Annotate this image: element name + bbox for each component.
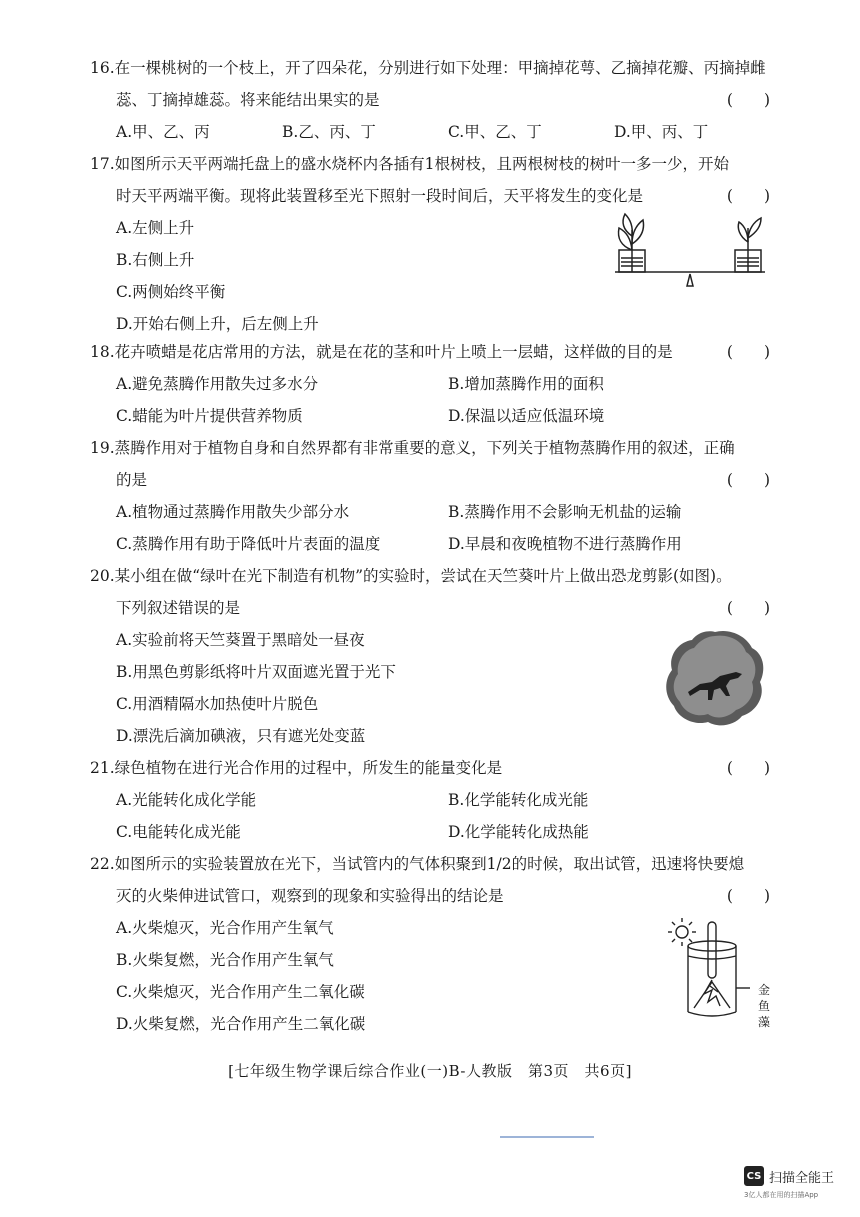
options-row xyxy=(90,368,780,400)
question-text-line xyxy=(90,880,780,912)
options-row xyxy=(90,784,780,816)
option-b: B.化学能转化成光能 xyxy=(448,791,589,809)
options-row xyxy=(90,496,780,528)
option-c: C.两侧始终平衡 xyxy=(116,283,226,301)
question-text-line: 20.某小组在做“绿叶在光下制造有机物”的实验时，尝试在天竺葵叶片上做出恐龙剪影(如图)。 xyxy=(90,567,732,585)
question-text-line xyxy=(90,752,780,784)
answer-blank: ( ) xyxy=(726,471,770,489)
question-text-line xyxy=(90,592,780,624)
sun-icon xyxy=(668,918,696,946)
answer-blank: ( ) xyxy=(726,343,770,361)
question-18 xyxy=(90,336,780,432)
options-row xyxy=(90,816,780,848)
question-text-line xyxy=(90,84,780,116)
question-text-line: 22.如图所示的实验装置放在光下，当试管内的气体积聚到1/2的时候，取出试管，迅速将快要熄 xyxy=(90,855,745,873)
question-text: 18.花卉喷蜡是花店常用的方法，就是在花的茎和叶片上喷上一层蜡，这样做的目的是 xyxy=(90,343,673,361)
question-text: 下列叙述错误的是 xyxy=(116,599,241,617)
option-b: B.增加蒸腾作用的面积 xyxy=(448,375,604,393)
option-b: B.火柴复燃，光合作用产生氧气 xyxy=(116,951,334,969)
option-a: A.火柴熄灭，光合作用产生氧气 xyxy=(116,919,334,937)
option-a: A.实验前将天竺葵置于黑暗处一昼夜 xyxy=(116,631,365,649)
option-d: D.火柴复燃，光合作用产生二氧化碳 xyxy=(116,1015,366,1033)
option-a: A.左侧上升 xyxy=(116,219,195,237)
question-text: 时天平两端平衡。现将此装置移至光下照射一段时间后，天平将发生的变化是 xyxy=(116,187,644,205)
option-c: C.电能转化成光能 xyxy=(116,823,241,841)
option-a: A.甲、乙、丙 xyxy=(116,123,210,141)
option-c: C.火柴熄灭，光合作用产生二氧化碳 xyxy=(116,983,365,1001)
question-text: 21.绿色植物在进行光合作用的过程中，所发生的能量变化是 xyxy=(90,759,503,777)
question-text-line xyxy=(90,336,780,368)
option-c: C.蒸腾作用有助于降低叶片表面的温度 xyxy=(116,535,381,553)
page-footer: [七年级生物学课后综合作业(一)B-人教版 第3页 共6页] xyxy=(228,1062,632,1080)
question-text: 的是 xyxy=(116,471,148,489)
question-text-line: 16.在一棵桃树的一个枝上，开了四朵花，分别进行如下处理：甲摘掉花萼、乙摘掉花瓣、丙摘掉雌 xyxy=(90,59,766,77)
question-text: 灭的火柴伸进试管口，观察到的现象和实验得出的结论是 xyxy=(116,887,504,905)
question-text-line xyxy=(90,180,780,212)
option-d: D.开始右侧上升，后左侧上升 xyxy=(116,315,319,333)
option-d: D.漂洗后滴加碘液，只有遮光处变蓝 xyxy=(116,727,366,745)
option-d: D.甲、丙、丁 xyxy=(614,123,709,141)
answer-blank: ( ) xyxy=(726,759,770,777)
option-c: C.用酒精隔水加热使叶片脱色 xyxy=(116,695,319,713)
cs-logo-icon: CS xyxy=(744,1166,764,1186)
leaf-dinosaur-figure xyxy=(660,626,770,730)
option-a: A.植物通过蒸腾作用散失少部分水 xyxy=(116,503,350,521)
option-b: B.蒸腾作用不会影响无机盐的运输 xyxy=(448,503,682,521)
question-text: 蕊、丁摘掉雄蕊。将来能结出果实的是 xyxy=(116,91,380,109)
option-d: D.化学能转化成热能 xyxy=(448,823,589,841)
question-text-line: 19.蒸腾作用对于植物自身和自然界都有非常重要的意义，下列关于植物蒸腾作用的叙述，正确 xyxy=(90,439,735,457)
answer-blank: ( ) xyxy=(726,599,770,617)
figure-label-goldfish-algae: 金 鱼 藻 xyxy=(758,983,771,1029)
watermark-name: 扫描全能王 xyxy=(769,1170,835,1186)
option-c: C.蜡能为叶片提供营养物质 xyxy=(116,407,303,425)
option-b: B.用黑色剪影纸将叶片双面遮光置于光下 xyxy=(116,663,396,681)
option-d: D.早晨和夜晚植物不进行蒸腾作用 xyxy=(448,535,682,553)
answer-blank: ( ) xyxy=(726,187,770,205)
option-a: A.避免蒸腾作用散失过多水分 xyxy=(116,375,319,393)
option-c: C.甲、乙、丁 xyxy=(448,123,542,141)
options-row xyxy=(90,400,780,432)
answer-blank: ( ) xyxy=(726,887,770,905)
balance-figure xyxy=(605,212,775,296)
answer-blank: ( ) xyxy=(726,91,770,109)
option-b: B.右侧上升 xyxy=(116,251,195,269)
question-text-line xyxy=(90,464,780,496)
watermark-tagline: 3亿人都在用的扫描App xyxy=(744,1191,819,1199)
question-19 xyxy=(90,432,780,560)
option-d: D.保温以适应低温环境 xyxy=(448,407,605,425)
options-row xyxy=(90,116,780,148)
option-a: A.光能转化成化学能 xyxy=(116,791,257,809)
question-text-line: 17.如图所示天平两端托盘上的盛水烧杯内各插有1根树枝，且两根树枝的树叶一多一少，开始 xyxy=(90,155,730,173)
question-21 xyxy=(90,752,780,848)
question-16 xyxy=(90,52,780,148)
scan-artifact-line xyxy=(500,1136,594,1138)
options-row xyxy=(90,528,780,560)
scanner-watermark xyxy=(744,1166,834,1186)
option-b: B.乙、丙、丁 xyxy=(282,123,376,141)
